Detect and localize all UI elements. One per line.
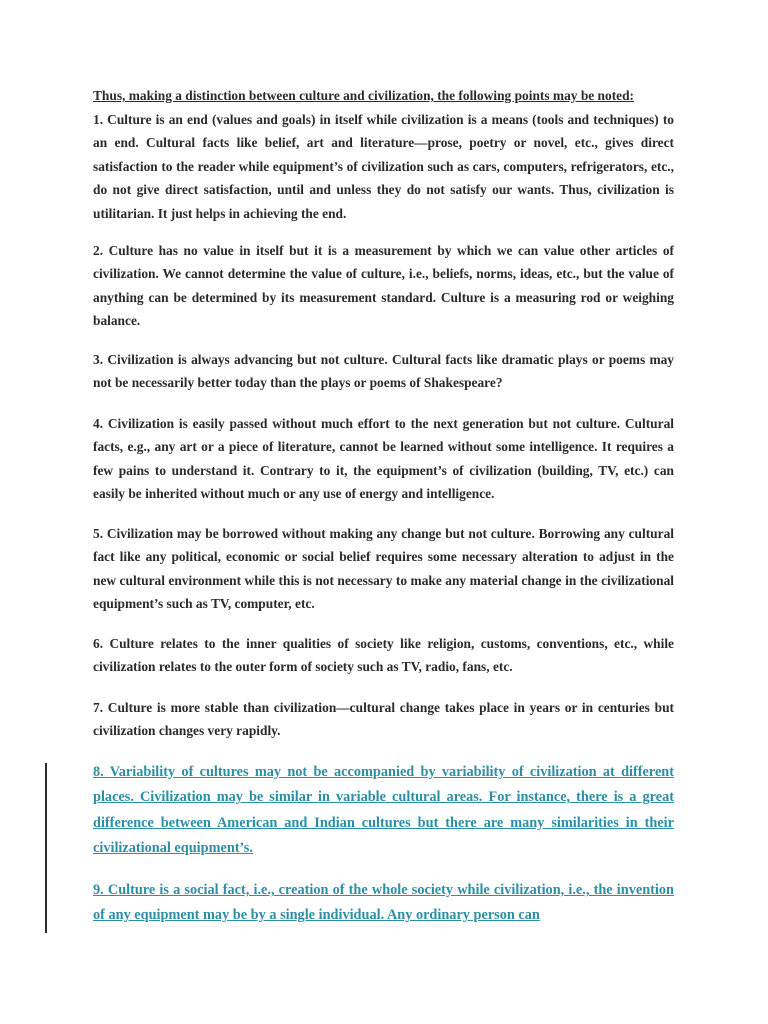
point-4: 4. Civilization is easily passed without much effort to the next generation but not culture. Cultural facts, e.g., any art or a piece of literature, cannot be learned without some intelligence. It requires a few pains to understand it. Contrary to it, the equipment’s of civilization (building, TV, etc.) can easily be inherited without much or any use of energy and intelligence. bbox=[93, 416, 674, 502]
point-1: 1. Culture is an end (values and goals) in itself while civilization is a means (tools and techniques) to an end. Cultural facts like belief, art and literature—prose, poetry or novel, etc., gives direct satisfaction to the reader while equipment’s of civilization such as cars, computers, refrigerators, etc., do not give direct satisfaction, until and unless they do not satisfy our wants. Thus, civilization is utilitarian. It just helps in achieving the end. bbox=[93, 112, 674, 221]
point-9: 9. Culture is a social fact, i.e., creation of the whole society while civilization, i.e., the invention of any equipment may be by a single individual. Any ordinary person can bbox=[93, 882, 674, 924]
point-7: 7. Culture is more stable than civilization—cultural change takes place in years or in centuries but civilization changes very rapidly. bbox=[93, 700, 674, 739]
point-2: 2. Culture has no value in itself but it is a measurement by which we can value other articles of civilization. We cannot determine the value of culture, i.e., beliefs, norms, ideas, etc., but the value of anything can be determined by its measurement standard. Culture is a measuring rod or weighing balance. bbox=[93, 243, 674, 329]
point-8: 8. Variability of cultures may not be accompanied by variability of civilization at different places. Civilization may be similar in variable cultural areas. For instance, there is a great difference between American and Indian cultures but there are many similarities in their civilizational equipment’s. bbox=[93, 764, 674, 856]
point-5: 5. Civilization may be borrowed without making any change but not culture. Borrowing any cultural fact like any political, economic or social belief requires some necessary alteration to adjust in the new cultural environment while this is not necessary to make any material change in the civilizational equipment’s such as TV, computer, etc. bbox=[93, 526, 674, 612]
change-bar bbox=[45, 763, 47, 933]
point-6: 6. Culture relates to the inner qualities of society like religion, customs, conventions, etc., while civilization relates to the outer form of society such as TV, radio, fans, etc. bbox=[93, 636, 674, 675]
section-heading: Thus, making a distinction between culture and civilization, the following points may be noted: bbox=[93, 88, 635, 103]
point-3: 3. Civilization is always advancing but not culture. Cultural facts like dramatic plays or poems may not be necessarily better today than the plays or poems of Shakespeare? bbox=[93, 352, 674, 391]
